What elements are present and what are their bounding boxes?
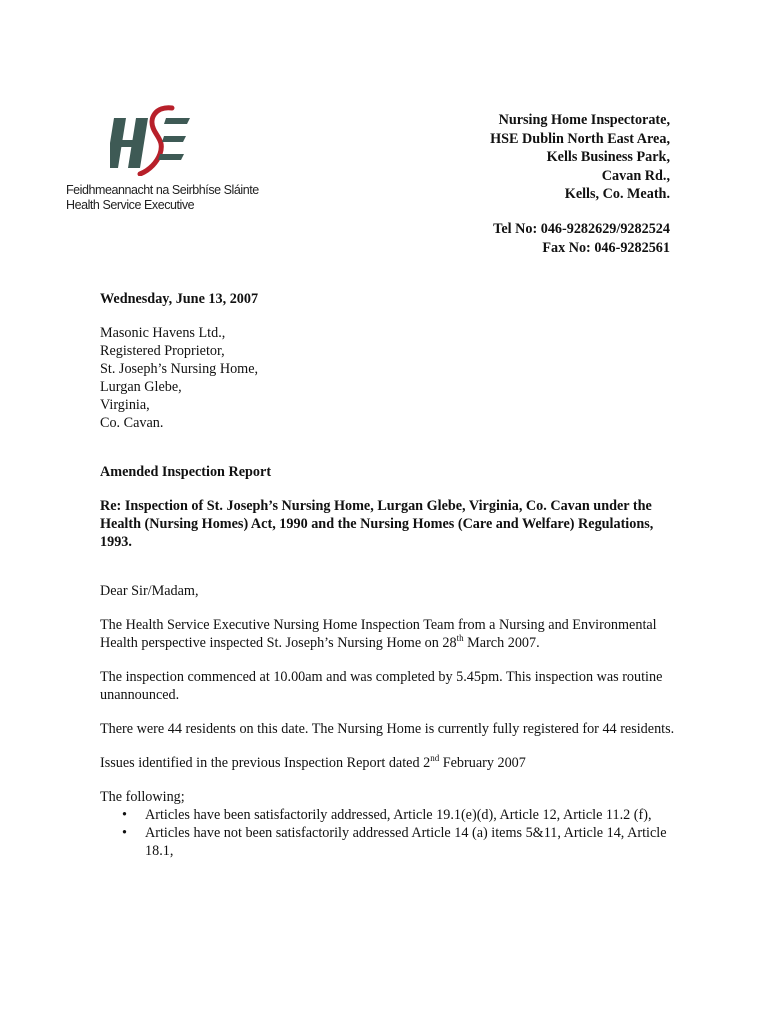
recipient-line: Lurgan Glebe, bbox=[100, 379, 182, 395]
hse-logo-icon bbox=[110, 104, 192, 176]
letter-body bbox=[100, 290, 675, 860]
paragraph-text: Issues identified in the previous Inspection Report dated 2 bbox=[100, 755, 431, 771]
tel-number: Tel No: 046-9282629/9282524 bbox=[493, 220, 670, 237]
recipient-line: Registered Proprietor, bbox=[100, 343, 225, 359]
hse-logo bbox=[66, 104, 259, 214]
address-line: Cavan Rd., bbox=[601, 167, 670, 184]
report-title: Amended Inspection Report bbox=[100, 464, 272, 480]
paragraph-residents: There were 44 residents on this date. The Nursing Home is currently fully registered for 44 residents. bbox=[100, 721, 675, 737]
recipient-address bbox=[100, 324, 675, 432]
logo-letter-h bbox=[110, 118, 148, 168]
paragraph-text: The Health Service Executive Nursing Home Inspection Team from a Nursing and Environmental Health perspective inspected St. Joseph’s Nursing Home on 28 bbox=[100, 617, 657, 651]
paragraph-previous-issues bbox=[100, 754, 675, 772]
articles-list bbox=[100, 806, 675, 860]
paragraph-inspection-team bbox=[100, 616, 675, 652]
paragraph-text: March 2007. bbox=[463, 635, 540, 651]
sender-address bbox=[490, 111, 670, 257]
logo-irish-name: Feidhmeannacht na Seirbhíse Sláinte bbox=[66, 183, 259, 197]
paragraph-inspection-times: The inspection commenced at 10.00am and was completed by 5.45pm. This inspection was routine unannounced. bbox=[100, 669, 663, 703]
list-item: • Articles have not been satisfactorily addressed Article 14 (a) items 5&11, Article 14, Article 18.1, bbox=[145, 824, 675, 860]
subject-line: Re: Inspection of St. Joseph’s Nursing Home, Lurgan Glebe, Virginia, Co. Cavan under the Health (Nursing Homes) Act, 1990 and the Nursing Homes (Care and Welfare) Regulations, 1993. bbox=[100, 498, 654, 550]
recipient-line: St. Joseph’s Nursing Home, bbox=[100, 361, 259, 377]
list-item: • Articles have been satisfactorily addressed, Article 19.1(e)(d), Article 12, Article 11.2 (f), bbox=[145, 806, 675, 824]
address-line: Nursing Home Inspectorate, bbox=[498, 112, 670, 128]
fax-number: Fax No: 046-9282561 bbox=[542, 239, 670, 256]
ordinal-suffix: th bbox=[456, 633, 464, 643]
recipient-line: Co. Cavan. bbox=[100, 415, 164, 431]
salutation: Dear Sir/Madam, bbox=[100, 583, 199, 599]
logo-letter-e-bottom bbox=[158, 154, 184, 160]
logo-english-name: Health Service Executive bbox=[66, 198, 195, 212]
following-intro: The following; bbox=[100, 789, 185, 805]
recipient-line: Masonic Havens Ltd., bbox=[100, 325, 226, 341]
address-line: Kells Business Park, bbox=[546, 149, 670, 166]
logo-letter-e-top bbox=[164, 118, 190, 124]
recipient-line: Virginia, bbox=[100, 397, 150, 413]
address-line: HSE Dublin North East Area, bbox=[490, 130, 670, 147]
logo-letter-e-mid bbox=[162, 136, 186, 142]
paragraph-text: February 2007 bbox=[439, 755, 526, 771]
letter-date: Wednesday, June 13, 2007 bbox=[100, 291, 259, 307]
sender-contact bbox=[490, 220, 670, 257]
ordinal-suffix: nd bbox=[430, 753, 440, 763]
address-line: Kells, Co. Meath. bbox=[564, 186, 670, 203]
